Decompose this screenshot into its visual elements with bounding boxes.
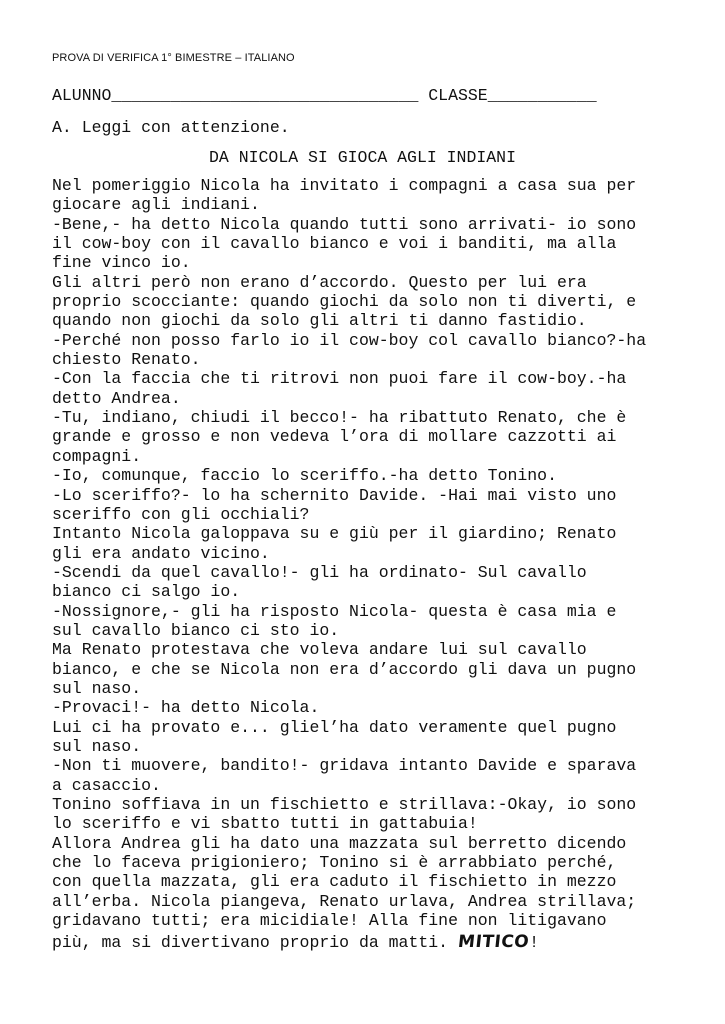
alunno-blank: _______________________________ [111,86,419,105]
story-line: quando non giochi da solo gli altri ti danno fastidio. [52,311,587,331]
student-info-line [52,86,597,105]
story-line: Tonino soffiava in un fischietto e strillava:-Okay, io sono [52,795,637,814]
story-line: sceriffo con gli occhiali? [52,504,310,524]
classe-label: CLASSE [428,86,488,105]
story-line: all’erba. Nicola piangeva, Renato urlava, Andrea strillava; [52,891,637,911]
classe-blank: ___________ [487,86,597,105]
story-line: fine vinco io. [52,253,191,273]
story-last-line [52,933,692,952]
story-line: compagni. [52,446,142,466]
story-line: detto Andrea. [52,388,181,408]
story-line: Nel pomeriggio Nicola ha invitato i compagni a casa sua per [52,176,637,195]
story-line: gridavano tutti; era micidiale! Alla fine non litigavano [52,911,607,931]
story-line: grande e grosso e non vedeva l’ora di mollare cazzotti ai [52,427,617,447]
story-line: bianco ci salgo io. [52,582,241,602]
story-line: gli era andato vicino. [52,543,270,563]
story-line: che lo faceva prigioniero; Tonino si è arrabbiato perché, [52,853,617,873]
story-line: Ma Renato protestava che voleva andare lui sul cavallo [52,640,587,660]
story-line: con quella mazzata, gli era caduto il fischietto in mezzo [52,872,617,892]
story-line: bianco, e che se Nicola non era d’accordo gli dava un pugno [52,659,637,679]
story-line: Allora Andrea gli ha dato una mazzata sul berretto dicendo [52,833,627,853]
story-line: -Tu, indiano, chiudi il becco!- ha ribattuto Renato, che è [52,408,627,428]
story-title: DA NICOLA SI GIOCA AGLI INDIANI [209,148,516,167]
story-line: lo sceriffo e vi sbatto tutti in gattabuia! [52,814,478,834]
story-line: Gli altri però non erano d’accordo. Questo per lui era [52,272,587,292]
story-line: -Scendi da quel cavallo!- gli ha ordinato- Sul cavallo [52,562,587,582]
instruction: A. Leggi con attenzione. [52,118,290,137]
story-line: -Con la faccia che ti ritrovi non puoi fare il cow-boy.-ha [52,369,627,389]
story-line: Intanto Nicola galoppava su e giù per il giardino; Renato [52,524,617,544]
story-last-line-text: più, ma si divertivano proprio da matti. [52,933,458,953]
story-line: sul cavallo bianco ci sto io. [52,620,340,640]
alunno-label: ALUNNO [52,86,112,105]
story-line: giocare agli indiani. [52,195,260,215]
story-line: -Io, comunque, faccio lo sceriffo.-ha detto Tonino. [52,466,557,486]
story-line: il cow-boy con il cavallo bianco e voi i banditi, ma alla [52,234,617,254]
story-line: -Nossignore,- gli ha risposto Nicola- questa è casa mia e [52,601,617,621]
handwritten-mitico: MITICO [456,932,531,953]
story-line: -Provaci!- ha detto Nicola. [52,698,320,718]
story-line: a casaccio. [52,775,161,795]
story-line: -Bene,- ha detto Nicola quando tutti sono arrivati- io sono [52,214,637,234]
story-line: -Lo sceriffo?- lo ha schernito Davide. -Hai mai visto uno [52,485,617,505]
story-line: chiesto Renato. [52,350,201,370]
story-line: proprio scocciante: quando giochi da solo non ti diverti, e [52,292,637,312]
story-last-line-end: ! [529,933,539,953]
story-body [52,176,692,953]
story-line: Lui ci ha provato e... gliel’ha dato veramente quel pugno [52,717,617,737]
story-line: sul naso. [52,678,142,698]
story-line: -Perché non posso farlo io il cow-boy col cavallo bianco?-ha [52,330,647,350]
story-line: -Non ti muovere, bandito!- gridava intanto Davide e sparava [52,756,637,776]
page-header: PROVA DI VERIFICA 1° BIMESTRE – ITALIANO [52,52,295,64]
story-line: sul naso. [52,736,142,756]
